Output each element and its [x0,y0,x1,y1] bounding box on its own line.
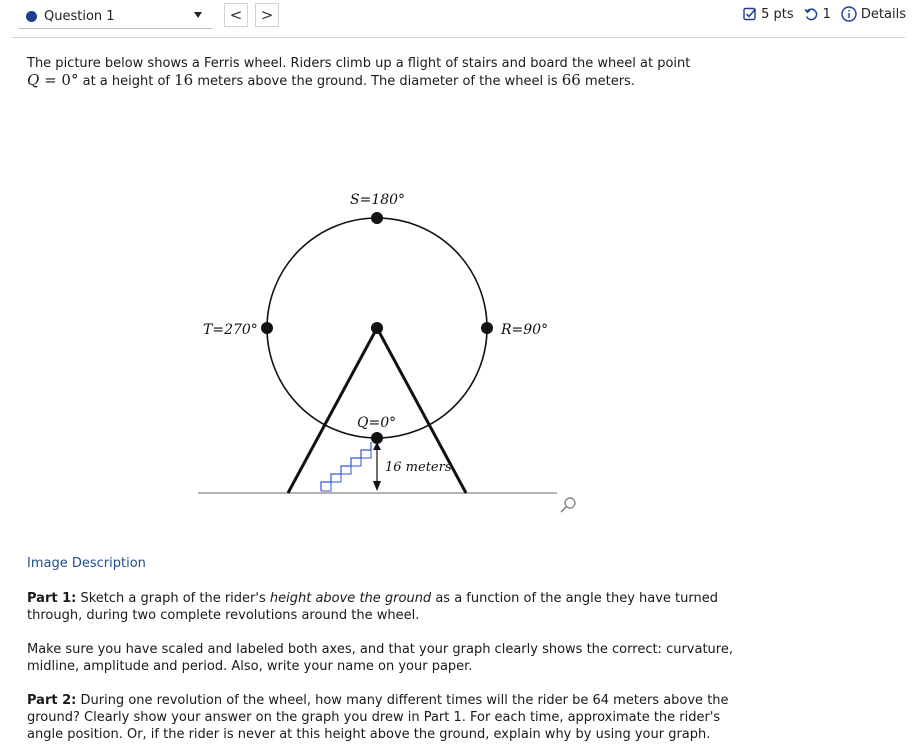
retry-icon [804,7,819,22]
question-select-label: Question 1 [44,8,115,24]
previous-question-button[interactable]: < [224,3,248,27]
header-divider [12,37,905,38]
part1-paragraph [27,590,727,624]
checkbox-icon [743,7,757,21]
point-q [371,432,383,444]
part1-text-b: as a function of the angle they have turned through, during two complete revolutions around the wheel. [27,591,719,623]
part1-title: Part 1: [27,591,77,606]
attempts-value: 1 [822,6,831,22]
points-info [743,7,794,22]
part1-text-a: Sketch a graph of the rider's [76,591,270,606]
point-r [481,322,493,334]
intro-text-mid2: meters above the ground. The diameter of the wheel is [193,74,562,89]
label-height: 16 meters [385,460,452,475]
intro-text-end: meters. [580,74,635,89]
part1-emphasis: height above the ground [269,591,432,606]
intro-line-2 [27,72,727,90]
part2-title: Part 2: [27,693,77,708]
caret-down-icon [194,12,202,18]
point-s [371,212,383,224]
info-icon [841,6,857,22]
height-arrow-head-down [373,481,381,491]
image-description-link[interactable]: Image Description [27,556,146,571]
height-value: 16 [174,71,194,89]
ferris-wheel-figure [190,180,590,520]
label-r: R=90° [501,322,549,338]
label-q: Q=0° [357,415,397,431]
point-q-var: Q [27,71,40,89]
magnify-icon[interactable] [561,498,575,512]
attempts-info [804,7,831,22]
question-toolbar [0,0,914,34]
label-s: S=180° [350,192,406,208]
note-paragraph: Make sure you have scaled and labeled both axes, and that your graph clearly shows the correct: curvature, midline, amplitude and period. Also, write your name on your paper. [27,642,733,674]
next-question-button[interactable]: > [255,3,279,27]
intro-text-mid1: at a height of [78,74,175,89]
details-label: Details [860,6,906,22]
point-t [261,322,273,334]
question-meta [733,6,906,22]
part2-paragraph [27,692,737,743]
intro-paragraph [27,55,727,90]
question-select[interactable] [18,4,212,29]
stairs [321,442,371,491]
diameter-value: 66 [561,71,581,89]
label-t: T=270° [203,322,258,338]
points-value: 5 pts [761,6,794,22]
question-status-dot [26,11,37,22]
equals-sign: = [39,71,62,89]
part2-text: During one revolution of the wheel, how many different times will the rider be 64 meters above the ground? Clearly show your answer on the graph you drew in Part 1. For each time, approximate the rider's angle position. Or, if the rider is never at this height above the ground, explain why by using your graph. [27,693,729,742]
zero-degree-value: 0° [61,71,79,89]
details-button[interactable] [841,6,906,22]
support-leg-left [288,328,377,493]
intro-line-1: The picture below shows a Ferris wheel. Riders climb up a flight of stairs and board the wheel at point [27,56,691,71]
hub-point [371,322,383,334]
